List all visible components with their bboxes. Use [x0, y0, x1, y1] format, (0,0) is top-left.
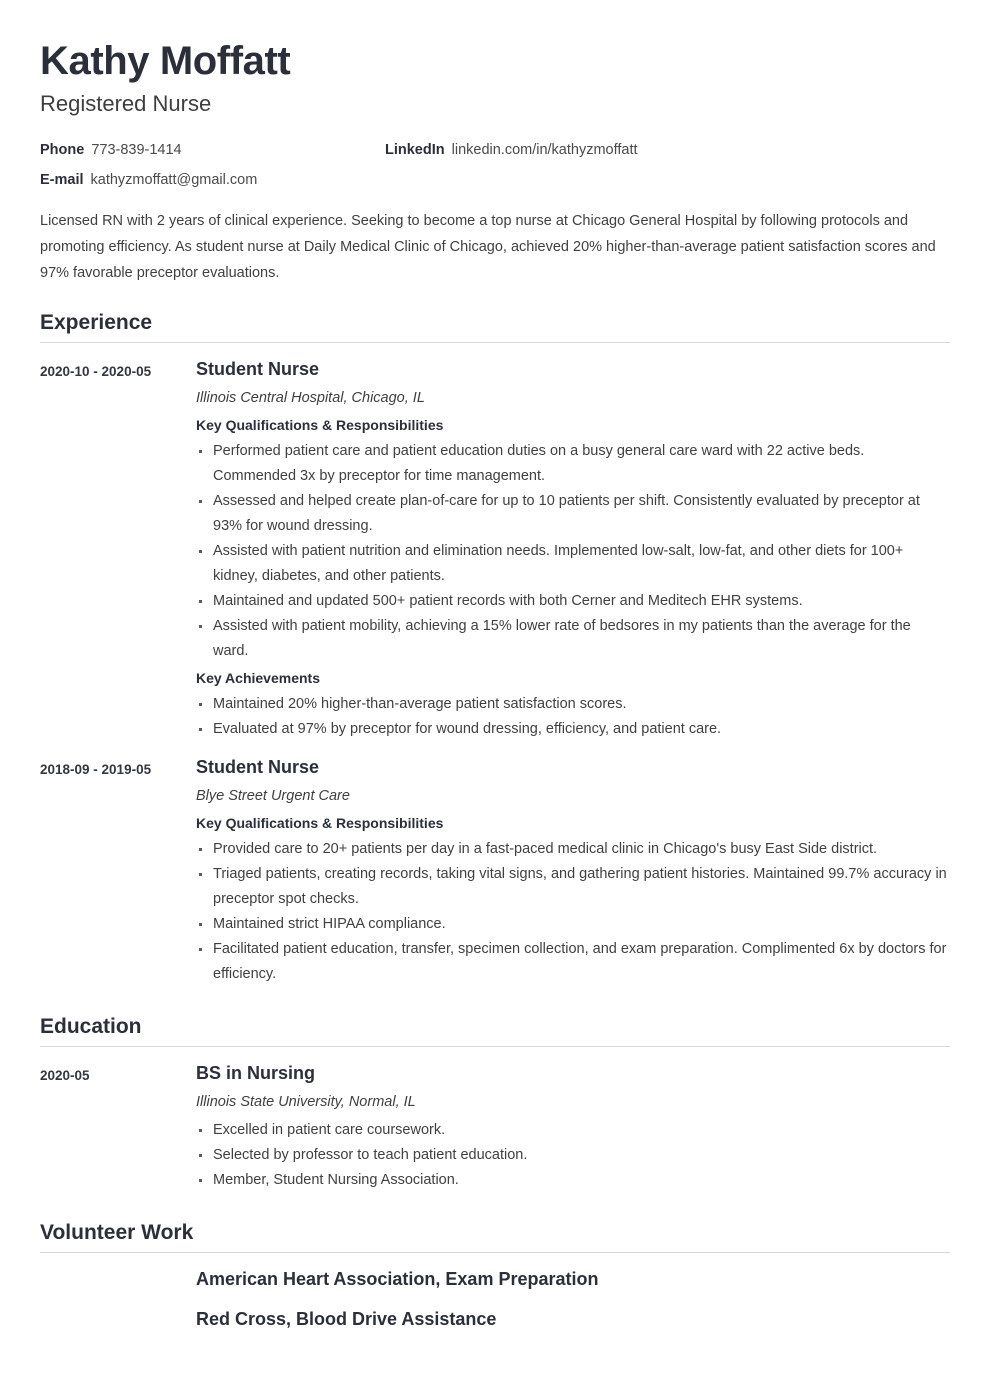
- section-divider: [40, 1252, 950, 1253]
- volunteer-entry: [40, 1307, 950, 1331]
- contact-email-label: E-mail: [40, 172, 84, 188]
- list-item: Assisted with patient nutrition and elimination needs. Implemented low-salt, low-fat, and other diets for 100+ kidney, diabetes, and other patients.: [196, 539, 950, 589]
- education-entry-organization: Illinois State University, Normal, IL: [196, 1094, 416, 1110]
- contact-linkedin-value[interactable]: linkedin.com/in/kathyzmoffatt: [451, 142, 638, 158]
- education-entry: [40, 1061, 950, 1196]
- list-item: Facilitated patient education, transfer, specimen collection, and exam preparation. Complimented 6x by doctors for efficiency.: [196, 937, 950, 987]
- section-heading-volunteer: Volunteer Work: [40, 1221, 194, 1244]
- contact-info: [40, 140, 950, 190]
- section-volunteer-work: [40, 1220, 950, 1331]
- list-item: Excelled in patient care coursework.: [196, 1118, 950, 1143]
- contact-email[interactable]: [40, 170, 385, 190]
- volunteer-entry: [40, 1267, 950, 1291]
- volunteer-entry-title: Red Cross, Blood Drive Assistance: [196, 1309, 497, 1329]
- list-item: Provided care to 20+ patients per day in a fast-paced medical clinic in Chicago's busy East Side district.: [196, 837, 950, 862]
- section-education: [40, 1014, 950, 1196]
- experience-entry-date: 2020-10 - 2020-05: [40, 364, 152, 379]
- contact-phone-value: 773-839-1414: [91, 142, 182, 158]
- section-divider: [40, 1046, 950, 1047]
- group-label-qualifications: Key Qualifications & Responsibilities: [196, 815, 444, 831]
- contact-linkedin-label: LinkedIn: [385, 142, 445, 158]
- candidate-job-title: Registered Nurse: [40, 91, 212, 116]
- experience-bullet-list: [196, 439, 950, 664]
- contact-phone-label: Phone: [40, 142, 85, 158]
- experience-entry-body: [196, 357, 950, 745]
- experience-achievement-list: [196, 692, 950, 742]
- education-entry-title: BS in Nursing: [196, 1063, 316, 1083]
- contact-linkedin[interactable]: [385, 140, 638, 160]
- experience-bullet-list: [196, 837, 950, 987]
- contact-email-value[interactable]: kathyzmoffatt@gmail.com: [90, 172, 258, 188]
- group-label-achievements: Key Achievements: [196, 670, 320, 686]
- candidate-name: Kathy Moffatt: [40, 39, 291, 83]
- experience-entry-date: 2018-09 - 2019-05: [40, 762, 152, 777]
- list-item: Maintained 20% higher-than-average patient satisfaction scores.: [196, 692, 950, 717]
- education-entry-body: [196, 1061, 950, 1196]
- education-entry-date: 2020-05: [40, 1068, 90, 1083]
- experience-entry-title: Student Nurse: [196, 757, 320, 777]
- experience-entry-body: [196, 755, 950, 990]
- experience-entry: [40, 357, 950, 745]
- contact-phone: [40, 140, 385, 160]
- contact-row: [40, 170, 950, 190]
- contact-row: [40, 140, 950, 160]
- list-item: Maintained and updated 500+ patient records with both Cerner and Meditech EHR systems.: [196, 589, 950, 614]
- list-item: Selected by professor to teach patient education.: [196, 1143, 950, 1168]
- section-experience: [40, 310, 950, 990]
- experience-entry: [40, 755, 950, 990]
- list-item: Assisted with patient mobility, achieving a 15% lower rate of bedsores in my patients than the average for the ward.: [196, 614, 950, 664]
- experience-entry-title: Student Nurse: [196, 359, 320, 379]
- list-item: Triaged patients, creating records, taking vital signs, and gathering patient histories. Maintained 99.7% accuracy in preceptor spot checks.: [196, 862, 950, 912]
- volunteer-entry-title: American Heart Association, Exam Preparation: [196, 1269, 599, 1289]
- professional-summary: Licensed RN with 2 years of clinical experience. Seeking to become a top nurse at Chicago General Hospital by following protocols and promoting efficiency. As student nurse at Daily Medical Clinic of Chicago, achieved 20% higher-than-average patient satisfaction scores and 97% favorable preceptor evaluations.: [40, 213, 936, 281]
- section-heading-experience: Experience: [40, 311, 153, 334]
- list-item: Performed patient care and patient education duties on a busy general care ward with 22 active beds. Commended 3x by preceptor for time management.: [196, 439, 950, 489]
- list-item: Evaluated at 97% by preceptor for wound dressing, efficiency, and patient care.: [196, 717, 950, 742]
- section-divider: [40, 342, 950, 343]
- section-heading-education: Education: [40, 1015, 142, 1038]
- list-item: Assessed and helped create plan-of-care for up to 10 patients per shift. Consistently evaluated by preceptor at 93% for wound dressing.: [196, 489, 950, 539]
- list-item: Member, Student Nursing Association.: [196, 1168, 950, 1193]
- experience-entry-organization: Blye Street Urgent Care: [196, 788, 350, 804]
- resume-header: [40, 38, 950, 286]
- list-item: Maintained strict HIPAA compliance.: [196, 912, 950, 937]
- education-bullet-list: [196, 1118, 950, 1193]
- group-label-qualifications: Key Qualifications & Responsibilities: [196, 417, 444, 433]
- experience-entry-organization: Illinois Central Hospital, Chicago, IL: [196, 390, 425, 406]
